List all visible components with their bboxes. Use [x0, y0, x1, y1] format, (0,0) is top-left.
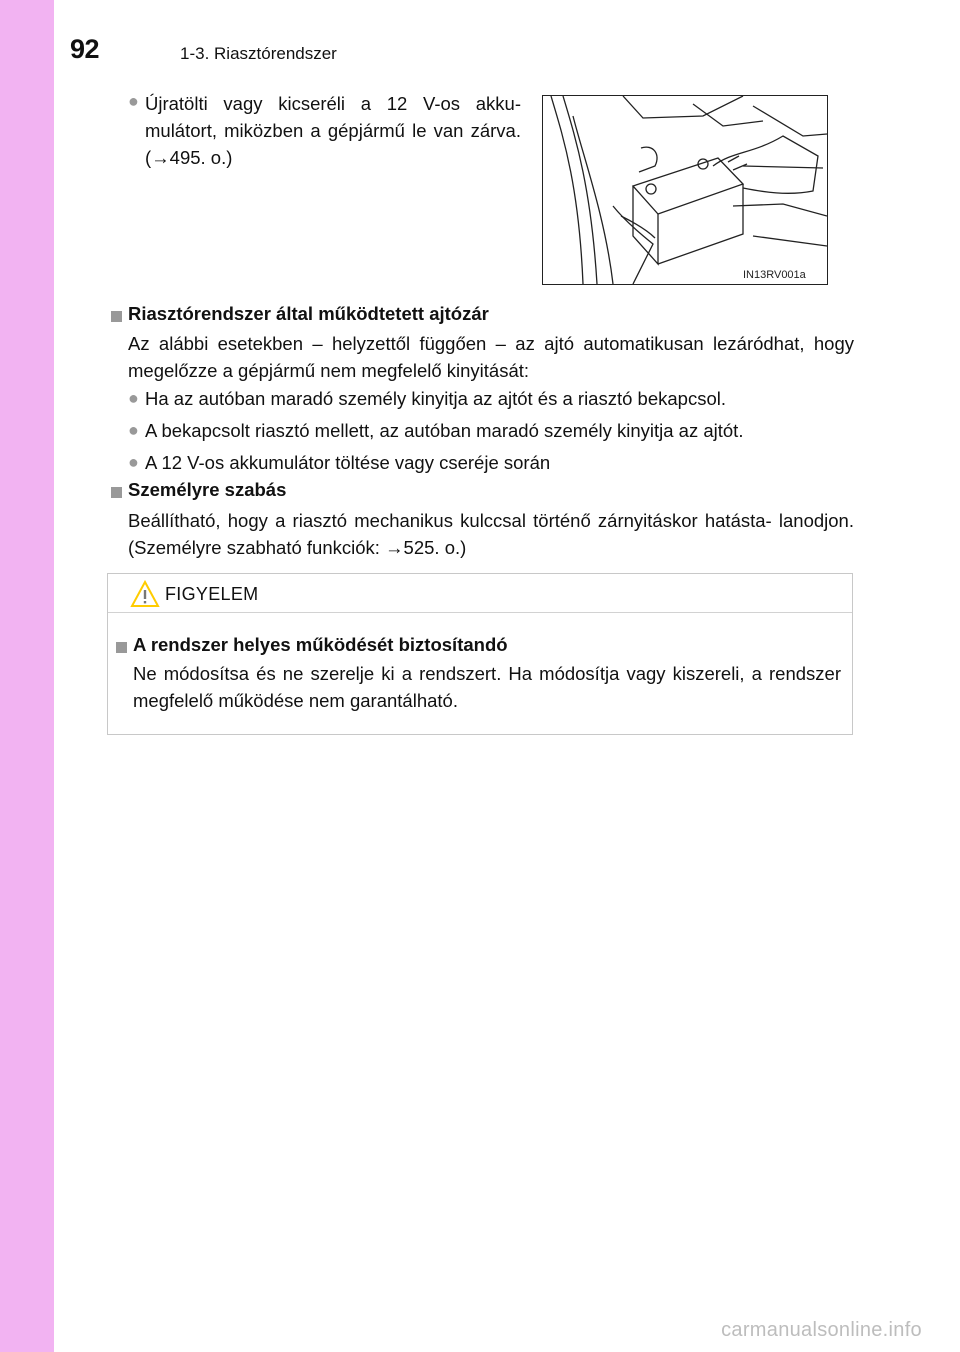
list-item: A bekapcsolt riasztó mellett, az autóban maradó személy kinyitja az ajtót. [145, 420, 744, 441]
caution-box [107, 573, 853, 735]
bullet-dot-icon: ● [128, 452, 139, 472]
caution-title: FIGYELEM [165, 584, 259, 604]
section-square-icon [111, 487, 122, 498]
footer-watermark: carmanualsonline.info [721, 1319, 922, 1341]
battery-replacement-drawing [543, 96, 827, 284]
page-sidebar-tab [0, 0, 54, 1352]
battery-illustration [542, 95, 828, 285]
section-heading: Személyre szabás [128, 479, 287, 500]
caution-header [108, 574, 852, 613]
top-bullet-text: Újratölti vagy kicseréli a 12 V-os akku- mulátort, miközben a gépjármű le van zárva. (→495. o.) [145, 93, 521, 168]
page-number: 92 [70, 34, 100, 64]
bullet-dot-icon: ● [128, 388, 139, 408]
caution-body: Ne módosítsa és ne szerelje ki a rendszert. Ha módosítja vagy kiszereli, a rendszer megfelelő működése nem garantálható. [133, 663, 841, 711]
section-heading: Riasztórendszer által működtetett ajtózár [128, 303, 489, 324]
section-square-icon [116, 642, 127, 653]
bullet-dot-icon: ● [128, 91, 139, 111]
list-item: Ha az autóban maradó személy kinyitja az ajtót és a riasztó bekapcsol. [145, 388, 726, 409]
section-body: Beállítható, hogy a riasztó mechanikus kulccsal történő zárnyitáskor hatásta- lanodjon. (Személyre szabható funkciók: →525. o.) [128, 510, 854, 558]
section-body: Az alábbi esetekben – helyzettől függően – az ajtó automatikusan lezáródhat, hogy megelőzze a gépjármű nem megfelelő kinyitását: [128, 333, 854, 381]
warning-triangle-icon [130, 580, 160, 608]
caution-heading: A rendszer helyes működését biztosítandó [133, 634, 508, 655]
section-title: 1-3. Riasztórendszer [180, 44, 337, 63]
list-item: A 12 V-os akkumulátor töltése vagy cseréje során [145, 452, 551, 473]
bullet-dot-icon: ● [128, 420, 139, 440]
section-square-icon [111, 311, 122, 322]
illustration-code: IN13RV001a [743, 269, 806, 281]
